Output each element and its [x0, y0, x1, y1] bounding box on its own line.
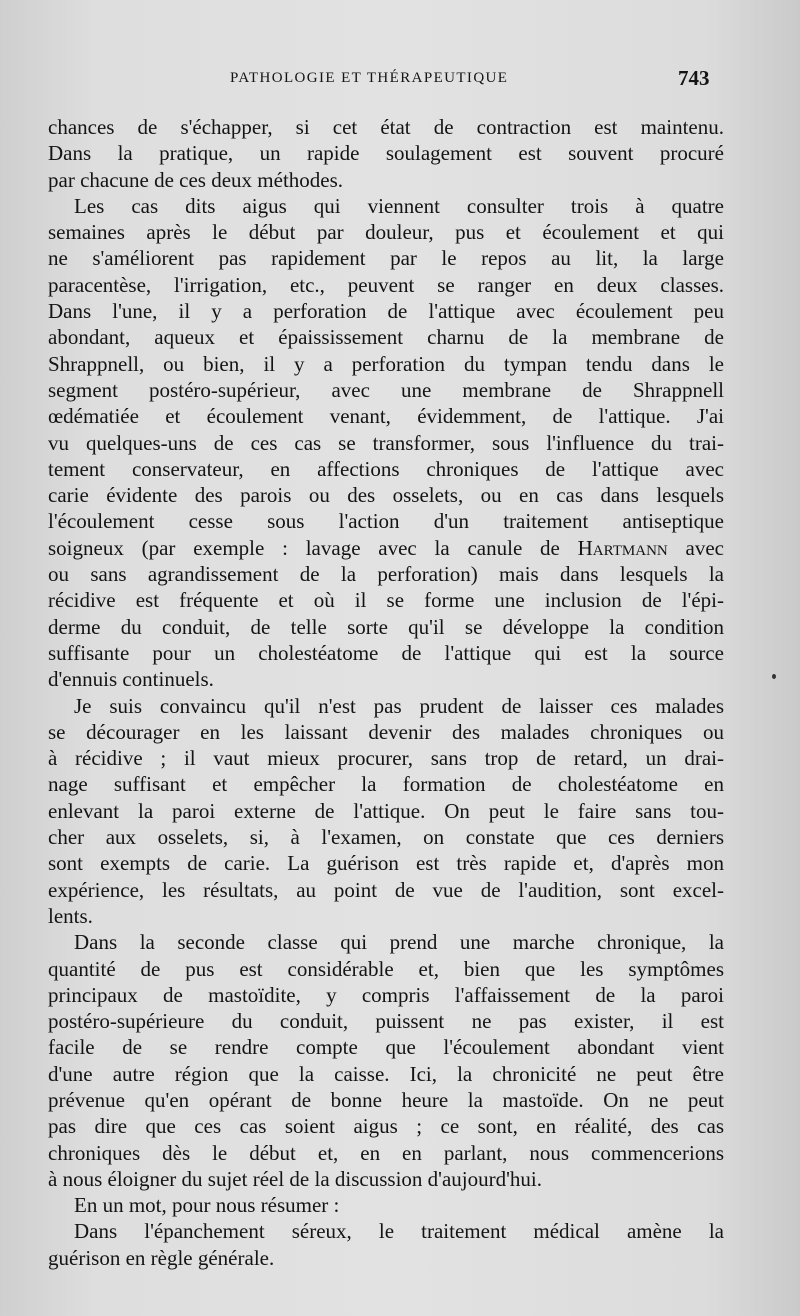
text-line: œdématiée et écoulement venant, évidemment, de l'attique. J'ai: [48, 404, 724, 429]
text-line: cher aux osselets, si, à l'examen, on constate que ces derniers: [48, 825, 724, 850]
text-line: par chacune de ces deux méthodes.: [48, 167, 344, 192]
text-line: d'une autre région que la caisse. Ici, la chronicité ne peut être: [48, 1061, 724, 1086]
text-line: guérison en règle générale.: [48, 1245, 275, 1270]
text-line: postéro-supérieure du conduit, puissent ne pas exister, il est: [48, 1009, 724, 1034]
text-line: chroniques dès le début et, en en parlant, nous commencerions: [48, 1140, 724, 1165]
text-line: tement conservateur, en affections chroniques de l'attique avec: [48, 456, 724, 481]
page-header: [0, 66, 800, 96]
text-line: expérience, les résultats, au point de vue de l'audition, sont excel-: [48, 877, 724, 902]
text-line: ou sans agrandissement de la perforation) mais dans lesquels la: [48, 562, 724, 587]
text-line: paracentèse, l'irrigation, etc., peuvent se ranger en deux classes.: [48, 272, 724, 297]
ink-spot: [772, 674, 776, 679]
text-line: nage suffisant et empêcher la formation de cholestéatome en: [48, 772, 724, 797]
text-line: enlevant la paroi externe de l'attique. On peut le faire sans tou-: [48, 798, 724, 823]
running-title: PATHOLOGIE ET THÉRAPEUTIQUE: [230, 70, 509, 86]
text-line: carie évidente des parois ou des osselets, ou en cas dans lesquels: [48, 483, 724, 508]
text-line: récidive est fréquente et où il se forme une inclusion de l'épi-: [48, 588, 724, 613]
text-line: semaines après le début par douleur, pus et écoulement et qui: [48, 220, 724, 245]
text-line: l'écoulement cesse sous l'action d'un traitement antiseptique: [48, 509, 724, 534]
text-line: principaux de mastoïdite, y compris l'affaissement de la paroi: [48, 982, 724, 1007]
text-line: Les cas dits aigus qui viennent consulter trois à quatre: [74, 193, 724, 218]
text-line: Shrappnell, ou bien, il y a perforation du tympan tendu dans le: [48, 351, 724, 376]
body-text: [48, 114, 724, 1271]
text-line: Dans l'une, il y a perforation de l'attique avec écoulement peu: [48, 299, 724, 324]
text-line: derme du conduit, de telle sorte qu'il se développe la condition: [48, 614, 724, 639]
text-line: sont exempts de carie. La guérison est très rapide et, d'après mon: [48, 851, 724, 876]
text-line: abondant, aqueux et épaississement charnu de la membrane de: [48, 325, 724, 350]
text-line: à nous éloigner du sujet réel de la discussion d'aujourd'hui.: [48, 1166, 542, 1191]
text-line: vu quelques-uns de ces cas se transformer, sous l'influence du trai-: [48, 430, 724, 455]
text-line: se décourager en les laissant devenir des malades chroniques ou: [48, 719, 724, 744]
text-line: segment postéro-supérieur, avec une membrane de Shrappnell: [48, 377, 724, 402]
text-line: Je suis convaincu qu'il n'est pas prudent de laisser ces malades: [74, 693, 724, 718]
text-line: chances de s'échapper, si cet état de contraction est maintenu.: [48, 115, 724, 139]
text-line: ne s'améliorent pas rapidement par le repos au lit, la large: [48, 246, 724, 271]
text-line: Dans l'épanchement séreux, le traitement médical amène la: [74, 1219, 724, 1244]
text-line: facile de se rendre compte que l'écoulement abondant vient: [48, 1035, 724, 1060]
text-line: lents.: [48, 903, 93, 928]
text-line: Dans la pratique, un rapide soulagement est souvent procuré: [48, 141, 724, 166]
text-line: à récidive ; il vaut mieux procurer, sans trop de retard, un drai-: [48, 746, 724, 771]
text-line: suffisante pour un cholestéatome de l'attique qui est la source: [48, 640, 724, 665]
text-line: soigneux (par exemple : lavage avec la canule de Hartmann avec: [48, 535, 724, 560]
text-line: Dans la seconde classe qui prend une marche chronique, la: [74, 930, 724, 955]
text-line: En un mot, pour nous résumer :: [74, 1193, 340, 1218]
text-line: quantité de pus est considérable et, bien que les symptômes: [48, 956, 724, 981]
text-line: pas dire que ces cas soient aigus ; ce sont, en réalité, des cas: [48, 1114, 724, 1139]
text-line: prévenue qu'en opérant de bonne heure la mastoïde. On ne peut: [48, 1087, 724, 1112]
page-number: 743: [678, 66, 710, 90]
text-line: d'ennuis continuels.: [48, 667, 214, 692]
